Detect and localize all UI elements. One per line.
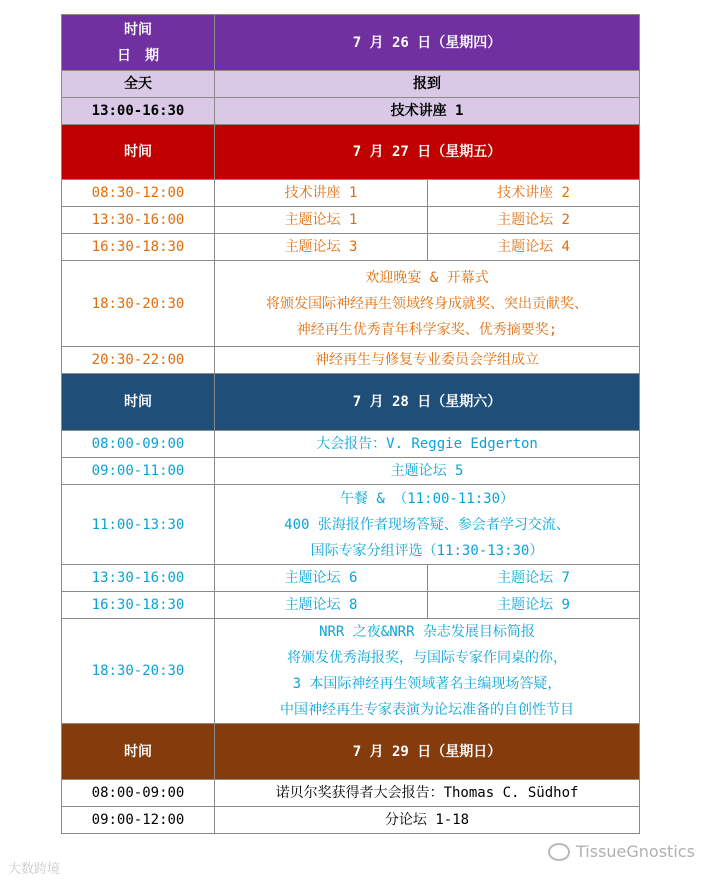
event-cell: 主题论坛 5 xyxy=(215,458,640,485)
time-cell: 08:00-09:00 xyxy=(62,431,215,458)
event-line: 神经再生优秀青年科学家奖、优秀摘要奖; xyxy=(296,321,558,338)
day2-row xyxy=(62,180,640,207)
event-line: 3 本国际神经再生领域著名主编现场答疑， xyxy=(292,676,562,692)
event-cell-right: 主题论坛 9 xyxy=(428,592,640,619)
time-cell: 13:30-16:00 xyxy=(62,565,215,592)
header-time-label: 时间 xyxy=(124,21,152,38)
day4-header-row xyxy=(62,724,640,780)
time-cell: 09:00-11:00 xyxy=(62,458,215,485)
time-cell: 11:00-13:30 xyxy=(62,485,215,565)
day2-header-time: 时间 xyxy=(62,125,215,180)
time-cell: 08:00-09:00 xyxy=(62,780,215,807)
event-cell-right: 主题论坛 4 xyxy=(428,234,640,261)
day1-header-row xyxy=(62,15,640,71)
event-cell: 大会报告：V. Reggie Edgerton xyxy=(215,431,640,458)
watermark-right-text: TissueGnostics xyxy=(576,842,695,861)
day3-row xyxy=(62,565,640,592)
event-cell: 神经再生与修复专业委员会学组成立 xyxy=(215,347,640,374)
day2-row xyxy=(62,207,640,234)
day4-row xyxy=(62,780,640,807)
day3-row xyxy=(62,458,640,485)
event-cell-left: 主题论坛 6 xyxy=(215,565,428,592)
event-line: NRR 之夜&NRR 杂志发展目标简报 xyxy=(319,624,535,640)
day1-row xyxy=(62,71,640,98)
time-cell: 全天 xyxy=(62,71,215,98)
day4-row xyxy=(62,807,640,834)
day2-header-row xyxy=(62,125,640,180)
event-cell: 诺贝尔奖获得者大会报告：Thomas C. Südhof xyxy=(215,780,640,807)
day3-header-row xyxy=(62,374,640,431)
day1-date: 7 月 26 日（星期四） xyxy=(215,15,640,71)
event-line: 将颁发国际神经再生领域终身成就奖、突出贡献奖、 xyxy=(266,295,588,312)
event-cell-left: 主题论坛 8 xyxy=(215,592,428,619)
wechat-logo-icon xyxy=(548,843,570,861)
watermark-left-text: 大数跨境 xyxy=(8,862,61,877)
event-line: 午餐 & （11:00-11:30） xyxy=(340,490,515,507)
day2-row xyxy=(62,347,640,374)
event-cell-left: 主题论坛 1 xyxy=(215,207,428,234)
day2-date: 7 月 27 日（星期五） xyxy=(215,125,640,180)
time-cell: 18:30-20:30 xyxy=(62,619,215,724)
event-line: 国际专家分组评选（11:30-13:30） xyxy=(310,542,544,559)
day3-header-time: 时间 xyxy=(62,374,215,431)
day2-evening-row xyxy=(62,261,640,347)
schedule-table xyxy=(61,14,640,834)
event-cell: 分论坛 1-18 xyxy=(215,807,640,834)
time-cell: 16:30-18:30 xyxy=(62,234,215,261)
event-line: 欢迎晚宴 & 开幕式 xyxy=(365,269,489,286)
day4-date: 7 月 29 日（星期日） xyxy=(215,724,640,780)
time-cell: 20:30-22:00 xyxy=(62,347,215,374)
event-cell-right: 主题论坛 7 xyxy=(428,565,640,592)
header-date-label: 日 期 xyxy=(117,47,159,64)
day3-date: 7 月 28 日（星期六） xyxy=(215,374,640,431)
day3-evening-row xyxy=(62,619,640,724)
event-cell-left: 主题论坛 3 xyxy=(215,234,428,261)
day3-row xyxy=(62,431,640,458)
event-line: 400 张海报作者现场答疑、参会者学习交流、 xyxy=(284,516,570,533)
watermark-left xyxy=(8,858,60,877)
day1-header-time xyxy=(62,15,215,71)
day3-row xyxy=(62,592,640,619)
event-cell: 技术讲座 1 xyxy=(215,98,640,125)
time-cell: 08:30-12:00 xyxy=(62,180,215,207)
event-cell-right: 主题论坛 2 xyxy=(428,207,640,234)
time-cell: 18:30-20:30 xyxy=(62,261,215,347)
time-cell: 16:30-18:30 xyxy=(62,592,215,619)
day3-lunch-row xyxy=(62,485,640,565)
event-cell-multiline xyxy=(215,261,640,347)
day2-row xyxy=(62,234,640,261)
time-cell: 09:00-12:00 xyxy=(62,807,215,834)
event-cell-left: 技术讲座 1 xyxy=(215,180,428,207)
time-cell: 13:00-16:30 xyxy=(62,98,215,125)
event-cell-right: 技术讲座 2 xyxy=(428,180,640,207)
event-cell-multiline xyxy=(215,485,640,565)
event-cell: 报到 xyxy=(215,71,640,98)
event-line: 将颁发优秀海报奖，与国际专家作同桌的你， xyxy=(287,650,567,666)
event-line: 中国神经再生专家表演为论坛准备的自创性节目 xyxy=(280,702,574,718)
event-cell-multiline xyxy=(215,619,640,724)
day4-header-time: 时间 xyxy=(62,724,215,780)
day1-row xyxy=(62,98,640,125)
time-cell: 13:30-16:00 xyxy=(62,207,215,234)
watermark-right xyxy=(548,842,695,861)
